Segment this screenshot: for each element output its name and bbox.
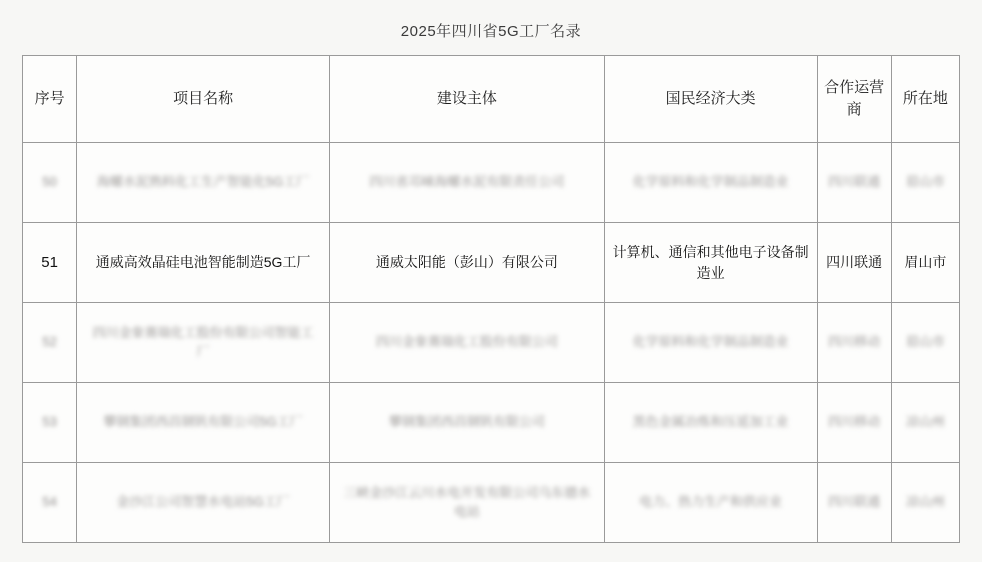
- page-title: 2025年四川省5G工厂名录: [400, 23, 582, 40]
- cell-project-name: 四川金象赛瑞化工股份有限公司智能工厂: [77, 303, 330, 383]
- cell-project-name: 通威高效晶硅电池智能制造5G工厂: [77, 223, 330, 303]
- cell-location: 凉山州: [891, 463, 959, 543]
- cell-construction-subject: 三峡金沙江云川水电开发有限公司乌东德水电站: [329, 463, 604, 543]
- cell-construction-subject: 攀钢集团西昌钢钒有限公司: [329, 383, 604, 463]
- cell-sequence: 54: [23, 463, 77, 543]
- cell-construction-subject: 通威太阳能（彭山）有限公司: [329, 223, 604, 303]
- cell-industry-category: 计算机、通信和其他电子设备制造业: [604, 223, 817, 303]
- table-header: [23, 56, 960, 143]
- table-container: [22, 55, 960, 543]
- cell-construction-subject: 四川省邛崃海螺水泥有限责任公司: [329, 143, 604, 223]
- cell-project-name: 海螺水泥熟料化工生产智能化5G工厂: [77, 143, 330, 223]
- column-header-operator: 合作运营商: [817, 56, 891, 143]
- column-header-sequence: 序号: [23, 56, 77, 143]
- column-header-construction-subject: 建设主体: [329, 56, 604, 143]
- table-body: [23, 143, 960, 543]
- column-header-industry-category: 国民经济大类: [604, 56, 817, 143]
- cell-operator: 四川联通: [817, 223, 891, 303]
- table-row: [23, 463, 960, 543]
- table-row: [23, 143, 960, 223]
- cell-project-name: 攀钢集团西昌钢钒有限公司5G工厂: [77, 383, 330, 463]
- table-row: [23, 223, 960, 303]
- cell-construction-subject: 四川金象赛瑞化工股份有限公司: [329, 303, 604, 383]
- cell-sequence: 52: [23, 303, 77, 383]
- cell-location: 眉山市: [891, 303, 959, 383]
- cell-sequence: 51: [23, 223, 77, 303]
- column-header-project-name: 项目名称: [77, 56, 330, 143]
- column-header-location: 所在地: [891, 56, 959, 143]
- cell-industry-category: 电力、热力生产和供应业: [604, 463, 817, 543]
- cell-location: 凉山州: [891, 383, 959, 463]
- cell-location: 眉山市: [891, 143, 959, 223]
- cell-operator: 四川移动: [817, 383, 891, 463]
- cell-location: 眉山市: [891, 223, 959, 303]
- cell-industry-category: 化学原料和化学制品制造业: [604, 143, 817, 223]
- cell-operator: 四川联通: [817, 463, 891, 543]
- cell-sequence: 53: [23, 383, 77, 463]
- cell-industry-category: 黑色金属冶炼和压延加工业: [604, 383, 817, 463]
- table-row: [23, 303, 960, 383]
- cell-project-name: 金沙江公司智慧水电站5G工厂: [77, 463, 330, 543]
- table-header-row: [23, 56, 960, 143]
- cell-industry-category: 化学原料和化学制品制造业: [604, 303, 817, 383]
- cell-operator: 四川移动: [817, 303, 891, 383]
- table-row: [23, 383, 960, 463]
- cell-operator: 四川联通: [817, 143, 891, 223]
- cell-sequence: 50: [23, 143, 77, 223]
- factory-list-table: [22, 55, 960, 543]
